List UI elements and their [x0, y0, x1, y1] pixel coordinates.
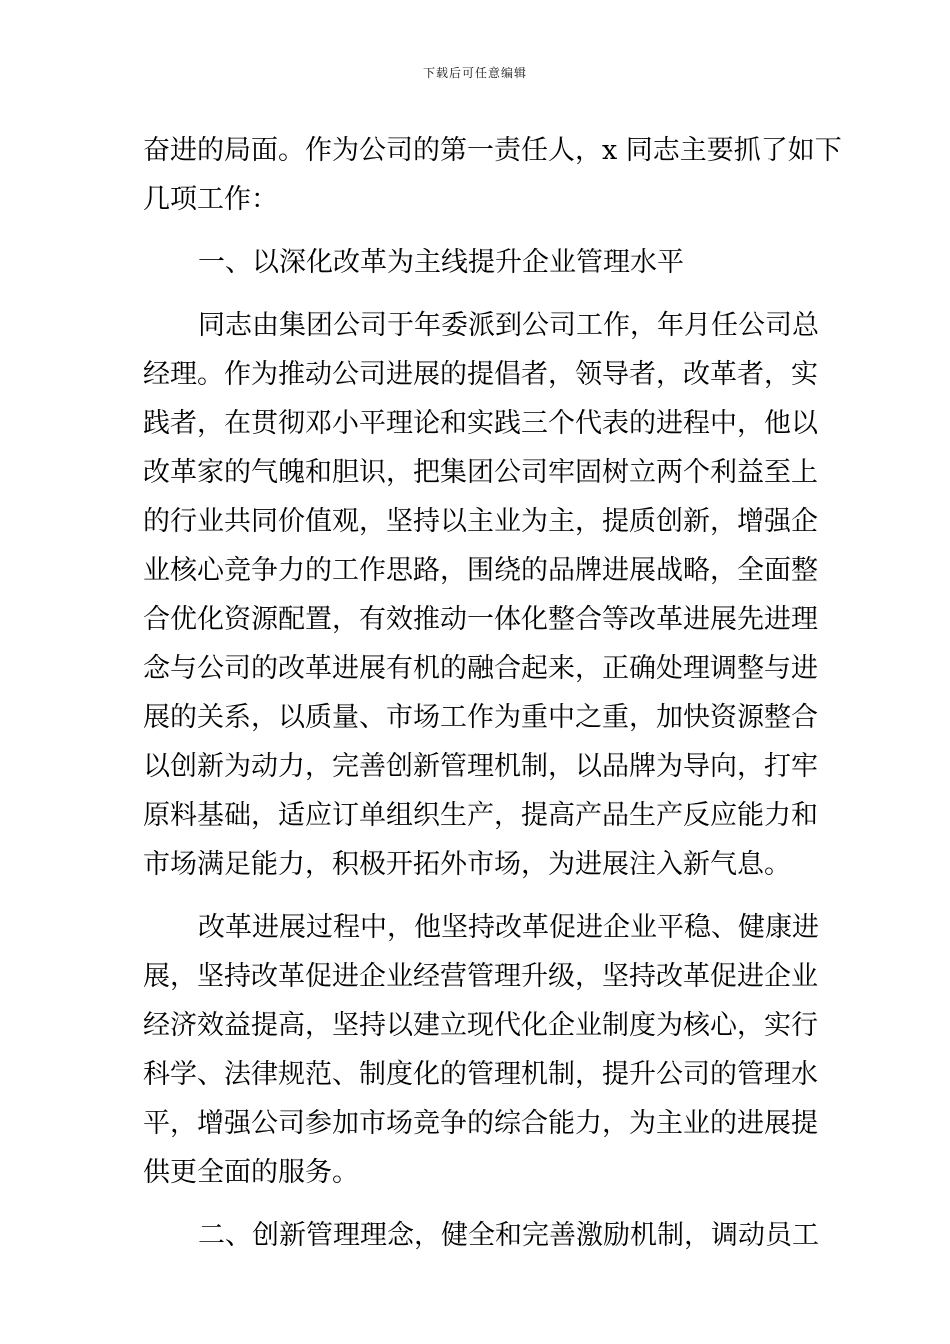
text-line: 供更全面的服务。: [143, 1157, 359, 1188]
document-body: [143, 126, 842, 1260]
text-line: 践者，在贯彻邓小平理论和实践三个代表的进程中，他以: [143, 408, 818, 439]
text-line: 改革家的气魄和胆识，把集团公司牢固树立两个利益至上: [143, 457, 818, 488]
paragraph: [143, 238, 808, 287]
paragraph: [143, 126, 842, 224]
text-line: 经济效益提高，坚持以建立现代化企业制度为核心，实行: [143, 1010, 818, 1041]
text-line: 科学、法律规范、制度化的管理机制，提升公司的管理水: [143, 1059, 818, 1090]
paragraph-gap: [143, 1197, 808, 1211]
text-line: 念与公司的改革进展有机的融合起来，正确处理调整与进: [143, 653, 818, 684]
paragraph-gap: [143, 224, 808, 238]
text-line: 二、创新管理理念，健全和完善激励机制，调动员工: [198, 1220, 819, 1251]
text-line: 改革进展过程中，他坚持改革促进企业平稳、健康进: [198, 912, 819, 943]
paragraph: [143, 1211, 819, 1260]
text-line: 几项工作：: [143, 184, 278, 215]
text-line: 平，增强公司参加市场竞争的综合能力，为主业的进展提: [143, 1108, 818, 1139]
text-line: 以创新为动力，完善创新管理机制，以品牌为导向，打牢: [143, 751, 818, 782]
paragraph-gap: [143, 889, 808, 903]
text-line: 展的关系，以质量、市场工作为重中之重，加快资源整合: [143, 702, 818, 733]
paragraph: [143, 301, 819, 889]
text-line: 业核心竞争力的工作思路，围绕的品牌进展战略，全面整: [143, 555, 818, 586]
text-line: 合优化资源配置，有效推动一体化整合等改革进展先进理: [143, 604, 818, 635]
text-line: 市场满足能力，积极开拓外市场，为进展注入新气息。: [143, 849, 791, 880]
paragraph-gap: [143, 287, 808, 301]
text-line: 一、以深化改革为主线提升企业管理水平: [198, 247, 684, 278]
page-header: 下载后可任意编辑: [422, 66, 527, 80]
text-line: 原料基础，适应订单组织生产，提高产品生产反应能力和: [143, 800, 818, 831]
text-line: 同志由集团公司于年委派到公司工作，年月任公司总: [198, 310, 819, 341]
text-line: 展，坚持改革促进企业经营管理升级，坚持改革促进企业: [143, 961, 818, 992]
text-line: 经理。作为推动公司进展的提倡者，领导者，改革者，实: [143, 359, 818, 390]
paragraph: [143, 903, 819, 1197]
text-line: 奋进的局面。作为公司的第一责任人，x 同志主要抓了如下: [143, 135, 842, 166]
text-line: 的行业共同价值观，坚持以主业为主，提质创新，增强企: [143, 506, 818, 537]
